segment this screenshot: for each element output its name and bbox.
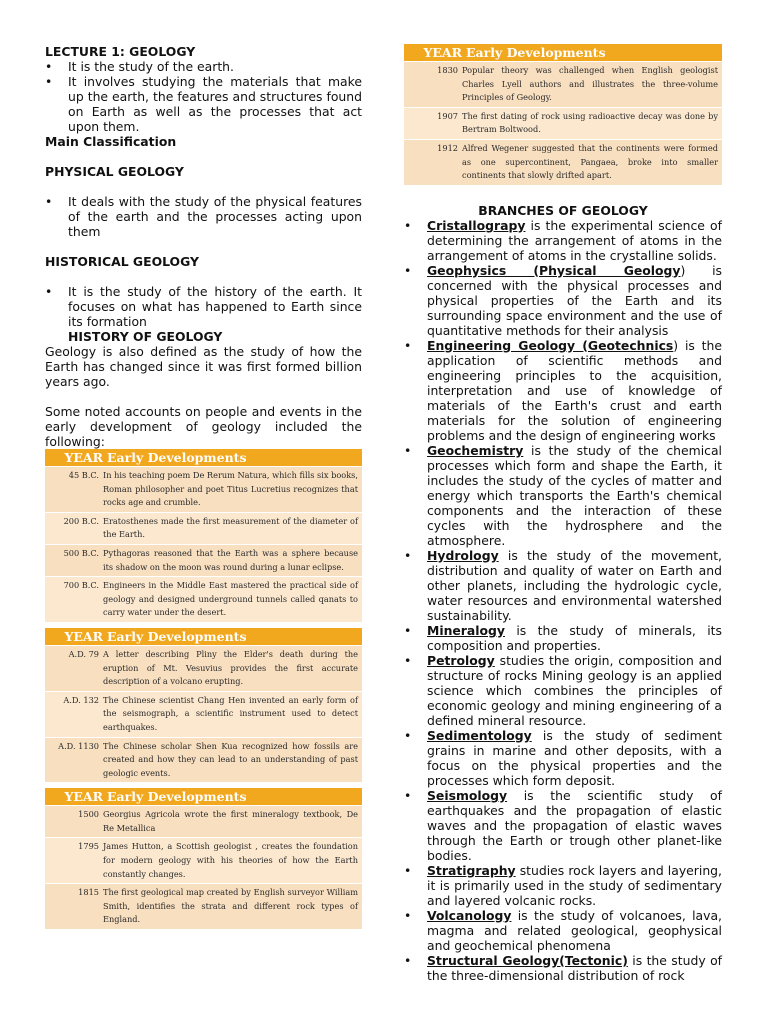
timeline-header [404,44,722,61]
timeline-row [45,837,362,883]
physical-bullet: • It deals with the study of the physical features of the earth and the processes acting upon them [45,194,362,239]
timeline-year: 1795 [78,841,99,852]
branch-item [404,953,722,983]
intro-list [45,59,362,134]
developments-column-label: Early Developments [107,450,247,465]
timeline-header [45,628,362,645]
timeline-body [45,805,362,929]
branch-item [404,863,722,908]
timeline-row [45,576,362,622]
spacer [45,179,362,194]
timeline-row [404,139,722,185]
branch-item [404,263,722,338]
spacer [45,389,362,404]
historical-geology-heading: HISTORICAL GEOLOGY [45,254,199,269]
timeline-table [45,628,362,782]
branch-item [404,623,722,653]
timeline-description: Alfred Wegener suggested that the continents were formed as one supercontinent, Pangaea, broke into smaller continents that slowly drifted apart. [462,142,718,181]
branch-description: ) is the application of scientific methods and engineering principles to the acquisition, interpretation and use of knowledge of materials of the Earth's crust and earth materials for the solution of engineering problems and the design of engineering works [427,337,722,443]
branch-term: Stratigraphy [427,862,516,878]
timeline-table [45,788,362,929]
timeline-year: 1907 [437,110,458,121]
history-paragraph: Some noted accounts on people and events in the early development of geology included the following: [45,404,362,449]
timeline-year: 45 B.C. [68,470,99,480]
spacer [45,269,362,284]
intro-bullet: • It involves studying the materials that make up the earth, the features and structures found on Earth as well as the processes that act upon them. [45,74,362,134]
branch-description: ) is concerned with the physical processes and physical properties of the Earth and its surrounding space environment and the use of quantitative methods for their analysis [427,262,722,338]
branch-term: Structural Geology(Tectonic) [427,952,628,968]
timeline-year: 1912 [437,142,458,153]
branch-term: Seismology [427,787,508,803]
timeline-description: Georgius Agricola wrote the first mineralogy textbook, De Re Metallica [103,809,358,833]
timeline-row [45,805,362,837]
developments-column-label: Early Developments [466,45,606,60]
branch-term: Volcanology [427,907,512,923]
timeline-description: The Chinese scientist Chang Hen invented an early form of the seismograph, a scientific instrument used to detect earthquakes. [103,694,358,732]
timeline-row [45,466,362,512]
physical-geology-heading: PHYSICAL GEOLOGY [45,164,184,179]
developments-column-label: Early Developments [107,789,247,805]
timeline-description: The first dating of rock using radioactive decay was done by Bertram Boltwood. [462,110,718,135]
timeline-year: 1815 [78,887,99,898]
branch-description: is the experimental science of determining the arrangement of atoms in the arrangement of atoms in the crystalline solids. [427,217,722,263]
branch-term: Geophysics (Physical Geology [427,262,681,278]
timeline-table [45,449,362,622]
historical-list [45,284,362,329]
timeline-row [45,645,362,691]
branch-item [404,728,722,788]
right-column [404,44,722,983]
branch-description: is the study of the chemical processes which form and shape the Earth, it includes the study of the cycles of matter and energy which transports the Earth's chemical components and the interaction of these cycles with the hydrosphere and the atmosphere. [427,442,722,548]
branch-item [404,218,722,263]
branch-item [404,653,722,728]
branch-description: is the study of minerals, its composition and properties. [427,622,722,653]
timeline-year: 1830 [437,65,458,75]
timeline-year: A.D. 1130 [58,740,99,751]
timeline-row [404,107,722,139]
timeline-header [45,449,362,466]
timeline-body [45,645,362,782]
timeline-body [404,61,722,185]
branch-term: Cristallograpy [427,217,526,233]
historical-bullet: • It is the study of the history of the earth. It focuses on what has happened to Earth since its formation [45,284,362,329]
left-column [45,44,362,935]
timeline-table [404,44,722,185]
timeline-year: A.D. 132 [63,694,99,705]
timeline-description: Popular theory was challenged when English geologist Charles Lyell authors and illustrates the three-volume Principles of Geology. [462,65,718,103]
timeline-year: 500 B.C. [63,547,99,558]
timeline-description: James Hutton, a Scottish geologist , creates the foundation for modern geology with his theories of how the Earth constantly changes. [103,841,358,879]
timeline-year: 700 B.C. [63,580,99,591]
timeline-description: Pythagoras reasoned that the Earth was a sphere because its shadow on the moon was round during a lunar eclipse. [103,547,358,572]
timeline-body [45,466,362,622]
branch-term: Hydrology [427,547,499,563]
timeline-description: The Chinese scholar Shen Kua recognized how fossils are created and how they can lead to an understanding of past geologic events. [103,740,358,778]
timeline-row [45,883,362,929]
timeline-year: 1500 [78,809,99,820]
branch-description: is the scientific study of earthquakes and the propagation of elastic waves and the propagation of elastic waves through the Earth or trough other planet-like bodies. [427,787,722,863]
history-of-geology-heading: HISTORY OF GEOLOGY [68,329,223,344]
branch-description: studies the origin, composition and structure of rocks Mining geology is an applied science which combines the principles of economic geology and mining engineering of a defined mineral resource. [427,652,722,728]
branch-description: is the study of sediment grains in marine and other deposits, with a focus on the physical properties and the processes which form deposit. [427,727,722,788]
branch-description: studies rock layers and layering, it is primarily used in the study of sedimentary and layered volcanic rocks. [427,862,722,908]
timeline-row [45,691,362,737]
year-column-label: YEAR [64,789,103,805]
history-paragraph: Geology is also defined as the study of how the Earth has changed since it was first formed billion years ago. [45,344,362,389]
branch-term: Engineering Geology (Geotechnics [427,337,674,353]
branch-term: Geochemistry [427,442,524,458]
timeline-row [404,61,722,107]
year-column-label: YEAR [64,628,103,644]
timeline-row [45,544,362,576]
spacer [45,149,362,164]
timeline-description: Engineers in the Middle East mastered the practical side of geology and designed underground tunnels called qanats to carry water under the desert. [103,580,358,618]
timeline-description: Eratosthenes made the first measurement of the diameter of the Earth. [103,515,358,540]
branch-item [404,443,722,548]
year-column-label: YEAR [64,450,103,465]
branch-item [404,788,722,863]
branch-term: Sedimentology [427,727,532,743]
branch-item [404,338,722,443]
spacer [45,239,362,254]
branch-description: is the study of the three-dimensional distribution of rock [427,952,723,983]
intro-bullet: • It is the study of the earth. [45,59,362,74]
year-column-label: YEAR [423,45,462,60]
branch-item [404,908,722,953]
lecture-title: LECTURE 1: GEOLOGY [45,44,196,59]
branch-term: Mineralogy [427,622,505,638]
physical-list [45,194,362,239]
timeline-header [45,788,362,805]
timeline-row [45,737,362,783]
branch-term: Petrology [427,652,495,668]
timeline-description: A letter describing Pliny the Elder's death during the eruption of Mt. Vesuvius provides the first accurate description of a volcano erupting. [103,648,358,687]
branch-item [404,548,722,623]
branches-heading: BRANCHES OF GEOLOGY [478,202,648,218]
main-classification-heading: Main Classification [45,134,177,149]
timeline-year: 200 B.C. [63,515,99,526]
timeline-row [45,512,362,544]
timeline-description: The first geological map created by English surveyor William Smith, identifies the strata and different rock types of England. [103,887,358,925]
timeline-year: A.D. 79 [68,648,99,659]
branches-list [404,218,722,983]
branch-description: is the study of volcanoes, lava, magma and related geological, geophysical and geochemical phenomena [427,907,722,953]
branch-description: is the study of the movement, distribution and quality of water on Earth and other planets, including the hydrologic cycle, water resources and environmental watershed sustainability. [427,547,722,623]
timeline-description: In his teaching poem De Rerum Natura, which fills six books, Roman philosopher and poet Titus Lucretius recognizes that rocks age and crumble. [103,470,358,508]
developments-column-label: Early Developments [107,628,247,644]
